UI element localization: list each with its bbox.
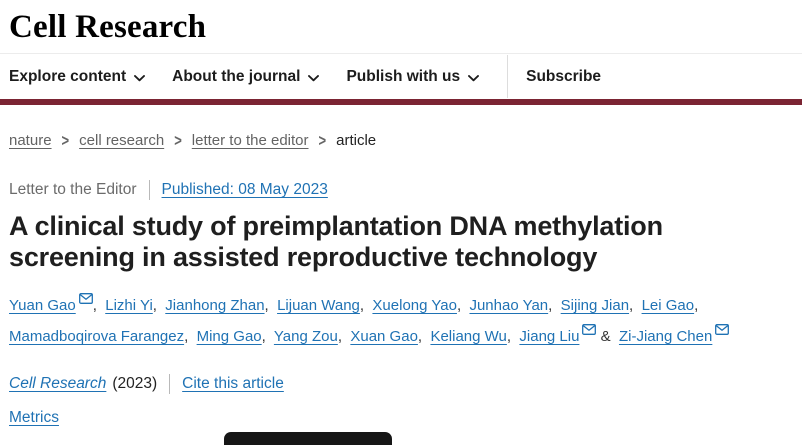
nav-item-label: Publish with us <box>346 67 461 85</box>
author-separator: , <box>694 296 703 314</box>
author-separator: , <box>548 296 557 314</box>
breadcrumb-current: article <box>336 132 377 149</box>
meta-divider <box>149 180 150 200</box>
author-name-link[interactable]: Jianhong Zhan <box>165 296 265 314</box>
logo-row <box>0 0 802 53</box>
author-list <box>9 290 741 353</box>
author-separator: , <box>337 328 347 346</box>
author-separator: , <box>456 296 466 314</box>
author-separator: , <box>261 328 270 346</box>
breadcrumb-link[interactable]: cell research <box>79 132 165 149</box>
author-separator: , <box>506 328 516 346</box>
citation-divider <box>169 374 170 394</box>
chevron-right-separator: > <box>318 131 327 150</box>
chevron-right-separator: > <box>174 131 182 150</box>
citation-row <box>9 374 802 394</box>
breadcrumb <box>9 132 802 149</box>
nav-item-label: About the journal <box>172 67 301 85</box>
nav-items <box>9 54 506 99</box>
author-separator: , <box>264 296 273 314</box>
author <box>274 328 346 345</box>
author-name-link[interactable]: Jiang Liu <box>519 328 580 346</box>
cite-this-article-link[interactable]: Cite this article <box>182 374 284 392</box>
article-title: A clinical study of preimplantation DNA methylation screening in assisted reproductive technology <box>9 211 663 273</box>
nav-item-label: Explore content <box>9 67 127 85</box>
email-icon[interactable] <box>582 324 596 335</box>
author <box>165 297 273 314</box>
author-name-link[interactable]: Xuelong Yao <box>372 296 457 314</box>
author <box>469 297 556 314</box>
author-name-link[interactable]: Yuan Gao <box>9 296 76 314</box>
chevron-down-icon <box>308 75 319 82</box>
article-type-label: Letter to the Editor <box>9 181 137 198</box>
author-name-link[interactable]: Lei Gao <box>641 296 695 314</box>
author-name-link[interactable]: Lijuan Wang <box>277 296 360 314</box>
metrics-row <box>9 409 802 427</box>
breadcrumb-link[interactable]: letter to the editor <box>191 132 309 149</box>
site-header <box>0 0 802 105</box>
partial-black-bar <box>224 432 392 445</box>
nav-divider <box>507 55 508 98</box>
nav-dropdown-button[interactable] <box>346 68 479 86</box>
author-name-link[interactable]: Xuan Gao <box>350 328 418 346</box>
author-name-link[interactable]: Zi-Jiang Chen <box>618 328 713 346</box>
author <box>350 328 426 345</box>
journal-name-link[interactable]: Cell Research <box>9 374 107 392</box>
chevron-right-separator: > <box>61 131 70 150</box>
site-nav <box>0 54 802 99</box>
author-separator: , <box>417 328 427 346</box>
author-name-link[interactable]: Keliang Wu <box>430 328 507 346</box>
author <box>9 328 192 345</box>
citation-year: (2023) <box>112 374 158 392</box>
nav-dropdown-button[interactable] <box>172 68 319 86</box>
chevron-down-icon <box>134 75 145 82</box>
author-separator: , <box>184 328 193 346</box>
email-icon[interactable] <box>79 293 93 304</box>
author-name-link[interactable]: Ming Gao <box>196 328 262 346</box>
author-name-link[interactable]: Mamadboqirova Farangez <box>9 328 185 346</box>
author <box>519 328 614 345</box>
breadcrumb-link[interactable]: nature <box>9 132 52 149</box>
author <box>9 297 101 314</box>
email-icon[interactable] <box>715 324 729 335</box>
published-date-link[interactable]: Published: 08 May 2023 <box>161 181 328 198</box>
article-meta-row <box>9 180 802 200</box>
author-separator: , <box>92 296 102 314</box>
author <box>561 297 638 314</box>
nav-item-subscribe[interactable]: Subscribe <box>526 67 602 85</box>
chevron-down-icon <box>468 75 479 82</box>
author-name-link[interactable]: Yang Zou <box>273 328 338 346</box>
author <box>430 328 515 345</box>
metrics-link[interactable]: Metrics <box>9 408 59 426</box>
author <box>277 297 368 314</box>
author-separator: , <box>629 296 638 314</box>
author-separator: & <box>596 328 615 346</box>
author <box>197 328 270 345</box>
author-separator: , <box>359 296 369 314</box>
brand-accent-bar <box>0 99 802 105</box>
author <box>619 328 729 345</box>
author <box>105 297 161 314</box>
author-name-link[interactable]: Lizhi Yi <box>105 296 153 314</box>
author-name-link[interactable]: Junhao Yan <box>469 296 549 314</box>
nav-dropdown-button[interactable] <box>9 68 145 86</box>
author <box>372 297 465 314</box>
journal-logo[interactable]: Cell Research <box>9 9 207 45</box>
author-separator: , <box>152 296 162 314</box>
author <box>642 297 703 314</box>
author-name-link[interactable]: Sijing Jian <box>560 296 630 314</box>
